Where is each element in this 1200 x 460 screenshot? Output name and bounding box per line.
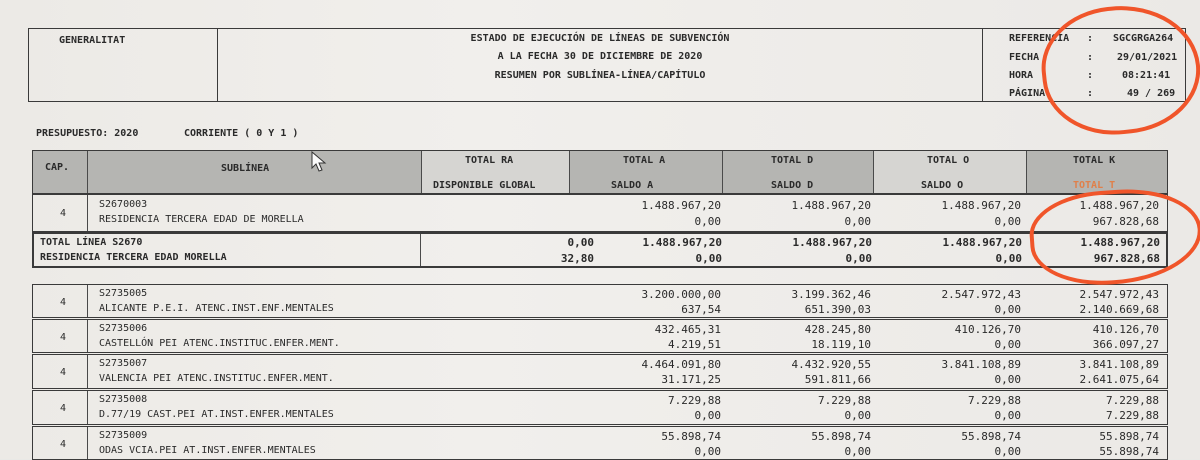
row-k2: 967.828,68 bbox=[1092, 215, 1159, 228]
report-date: A LA FECHA 30 DE DICIEMBRE DE 2020 bbox=[497, 51, 703, 62]
col-divider bbox=[569, 151, 570, 193]
row-k2: 366.097,27 bbox=[1092, 338, 1159, 351]
org-name: GENERALITAT bbox=[59, 35, 126, 46]
col-o-bottom: SALDO O bbox=[921, 180, 964, 191]
col-divider bbox=[1026, 151, 1027, 193]
col-cap: CAP. bbox=[45, 162, 70, 173]
row-o2: 0,00 bbox=[994, 338, 1021, 351]
column-header-row bbox=[32, 150, 1168, 194]
row-o1: 1.488.967,20 bbox=[941, 199, 1021, 212]
row-o1: 2.547.972,43 bbox=[941, 288, 1021, 301]
total-ra2: 32,80 bbox=[560, 252, 594, 265]
col-divider bbox=[722, 151, 723, 193]
hora-colon: : bbox=[1087, 70, 1094, 81]
pagina-label: PÁGINA bbox=[1009, 88, 1046, 99]
report-subtitle: RESUMEN POR SUBLÍNEA-LÍNEA/CAPÍTULO bbox=[494, 70, 706, 81]
row-o2: 0,00 bbox=[994, 409, 1021, 422]
total-o2: 0,00 bbox=[995, 252, 1022, 265]
row-a1: 55.898,74 bbox=[661, 430, 721, 443]
row-a2: 0,00 bbox=[694, 409, 721, 422]
row-a2: 637,54 bbox=[681, 303, 721, 316]
col-k-top: TOTAL K bbox=[1073, 155, 1116, 166]
row-name: ALICANTE P.E.I. ATENC.INST.ENF.MENTALES bbox=[99, 303, 334, 314]
col-divider bbox=[87, 195, 88, 231]
table-row bbox=[32, 354, 1168, 389]
row-k1: 3.841.108,89 bbox=[1079, 358, 1159, 371]
col-d-bottom: SALDO D bbox=[771, 180, 814, 191]
row-d2: 0,00 bbox=[844, 215, 871, 228]
total-ra1: 0,00 bbox=[567, 236, 594, 249]
row-o1: 3.841.108,89 bbox=[941, 358, 1021, 371]
row-name: CASTELLÓN PEI ATENC.INSTITUC.ENFER.MENT. bbox=[99, 338, 340, 349]
col-divider bbox=[421, 151, 422, 193]
row-code: S2670003 bbox=[99, 199, 148, 210]
table-row bbox=[32, 284, 1168, 318]
row-k1: 1.488.967,20 bbox=[1079, 199, 1159, 212]
row-code: S2735007 bbox=[99, 358, 148, 369]
row-d2: 0,00 bbox=[844, 409, 871, 422]
fecha-label: FECHA bbox=[1009, 52, 1040, 63]
col-divider bbox=[87, 427, 88, 459]
row-cap: 4 bbox=[60, 297, 67, 308]
row-a1: 7.229,88 bbox=[668, 394, 721, 407]
row-a2: 4.219,51 bbox=[668, 338, 721, 351]
total-d2: 0,00 bbox=[845, 252, 872, 265]
report-header bbox=[28, 28, 1186, 102]
pagina-value: 49 / 269 bbox=[1127, 88, 1176, 99]
col-divider bbox=[87, 285, 88, 317]
col-divider bbox=[87, 151, 88, 193]
total-a1: 1.488.967,20 bbox=[642, 236, 722, 249]
row-name: VALENCIA PEI ATENC.INSTITUC.ENFER.MENT. bbox=[99, 373, 334, 384]
row-d1: 55.898,74 bbox=[811, 430, 871, 443]
row-k1: 7.229,88 bbox=[1106, 394, 1159, 407]
ref-colon: : bbox=[1087, 33, 1094, 44]
pagina-colon: : bbox=[1087, 88, 1094, 99]
col-a-bottom: SALDO A bbox=[611, 180, 654, 191]
col-divider bbox=[87, 391, 88, 424]
col-divider bbox=[873, 151, 874, 193]
col-o-top: TOTAL O bbox=[927, 155, 970, 166]
row-name: D.77/19 CAST.PEI AT.INST.ENFER.MENTALES bbox=[99, 409, 334, 420]
ref-value: SGCGRGA264 bbox=[1113, 33, 1174, 44]
row-d1: 3.199.362,46 bbox=[791, 288, 871, 301]
row-a2: 0,00 bbox=[694, 445, 721, 458]
row-d1: 7.229,88 bbox=[818, 394, 871, 407]
table-row bbox=[32, 319, 1168, 353]
table-row bbox=[32, 390, 1168, 425]
col-divider bbox=[87, 355, 88, 388]
row-d1: 4.432.920,55 bbox=[791, 358, 871, 371]
table-row bbox=[32, 426, 1168, 460]
total-name: RESIDENCIA TERCERA EDAD MORELLA bbox=[40, 252, 227, 263]
row-o1: 55.898,74 bbox=[961, 430, 1021, 443]
header-org-cell bbox=[29, 29, 218, 101]
row-code: S2735005 bbox=[99, 288, 148, 299]
row-k2: 2.140.669,68 bbox=[1079, 303, 1159, 316]
row-cap: 4 bbox=[60, 403, 67, 414]
total-d1: 1.488.967,20 bbox=[792, 236, 872, 249]
row-o1: 410.126,70 bbox=[954, 323, 1021, 336]
row-o2: 0,00 bbox=[994, 373, 1021, 386]
row-k2: 55.898,74 bbox=[1099, 445, 1159, 458]
fecha-value: 29/01/2021 bbox=[1117, 52, 1178, 63]
total-label: TOTAL LÍNEA S2670 bbox=[40, 237, 143, 248]
row-k1: 2.547.972,43 bbox=[1079, 288, 1159, 301]
row-a1: 1.488.967,20 bbox=[641, 199, 721, 212]
row-code: S2735008 bbox=[99, 394, 148, 405]
red-annotation-circle bbox=[1036, 0, 1200, 142]
row-d2: 0,00 bbox=[844, 445, 871, 458]
ref-label: REFERENCIA bbox=[1009, 33, 1070, 44]
row-k2: 2.641.075,64 bbox=[1079, 373, 1159, 386]
row-d1: 1.488.967,20 bbox=[791, 199, 871, 212]
row-o2: 0,00 bbox=[994, 445, 1021, 458]
row-a1: 432.465,31 bbox=[654, 323, 721, 336]
row-d2: 651.390,03 bbox=[804, 303, 871, 316]
row-a1: 4.464.091,80 bbox=[641, 358, 721, 371]
total-k2: 967.828,68 bbox=[1093, 252, 1160, 265]
row-cap: 4 bbox=[60, 208, 67, 219]
row-a2: 0,00 bbox=[694, 215, 721, 228]
row-cap: 4 bbox=[60, 367, 67, 378]
col-k-bottom: TOTAL T bbox=[1073, 180, 1116, 191]
row-d2: 18.119,10 bbox=[811, 338, 871, 351]
header-title-cell bbox=[218, 29, 983, 101]
total-linea-row bbox=[32, 232, 1168, 268]
fecha-colon: : bbox=[1087, 52, 1094, 63]
row-o2: 0,00 bbox=[994, 303, 1021, 316]
mouse-cursor-icon bbox=[311, 151, 327, 173]
row-k1: 55.898,74 bbox=[1099, 430, 1159, 443]
row-d1: 428.245,80 bbox=[804, 323, 871, 336]
col-divider bbox=[420, 234, 421, 266]
row-d2: 591.811,66 bbox=[804, 373, 871, 386]
row-a1: 3.200.000,00 bbox=[641, 288, 721, 301]
report-title: ESTADO DE EJECUCIÓN DE LÍNEAS DE SUBVENCIÓN bbox=[470, 33, 730, 44]
total-k1: 1.488.967,20 bbox=[1080, 236, 1160, 249]
col-ra-bottom: DISPONIBLE GLOBAL bbox=[433, 180, 536, 191]
row-name: RESIDENCIA TERCERA EDAD DE MORELLA bbox=[99, 214, 304, 225]
row-o2: 0,00 bbox=[994, 215, 1021, 228]
presupuesto-label: PRESUPUESTO: 2020 bbox=[36, 128, 139, 139]
hora-label: HORA bbox=[1009, 70, 1034, 81]
row-name: ODAS VCIA.PEI AT.INST.ENFER.MENTALES bbox=[99, 445, 316, 456]
row-code: S2735006 bbox=[99, 323, 148, 334]
row-cap: 4 bbox=[60, 332, 67, 343]
row-k1: 410.126,70 bbox=[1092, 323, 1159, 336]
row-code: S2735009 bbox=[99, 430, 148, 441]
row-o1: 7.229,88 bbox=[968, 394, 1021, 407]
col-d-top: TOTAL D bbox=[771, 155, 814, 166]
total-o1: 1.488.967,20 bbox=[942, 236, 1022, 249]
total-a2: 0,00 bbox=[695, 252, 722, 265]
row-cap: 4 bbox=[60, 439, 67, 450]
presupuesto-type: CORRIENTE ( 0 Y 1 ) bbox=[184, 128, 299, 139]
row-a2: 31.171,25 bbox=[661, 373, 721, 386]
table-row bbox=[32, 194, 1168, 232]
col-divider bbox=[87, 320, 88, 352]
hora-value: 08:21:41 bbox=[1122, 70, 1171, 81]
col-ra-top: TOTAL RA bbox=[465, 155, 514, 166]
col-sublinea: SUBLÍNEA bbox=[221, 163, 270, 174]
row-k2: 7.229,88 bbox=[1106, 409, 1159, 422]
col-a-top: TOTAL A bbox=[623, 155, 666, 166]
